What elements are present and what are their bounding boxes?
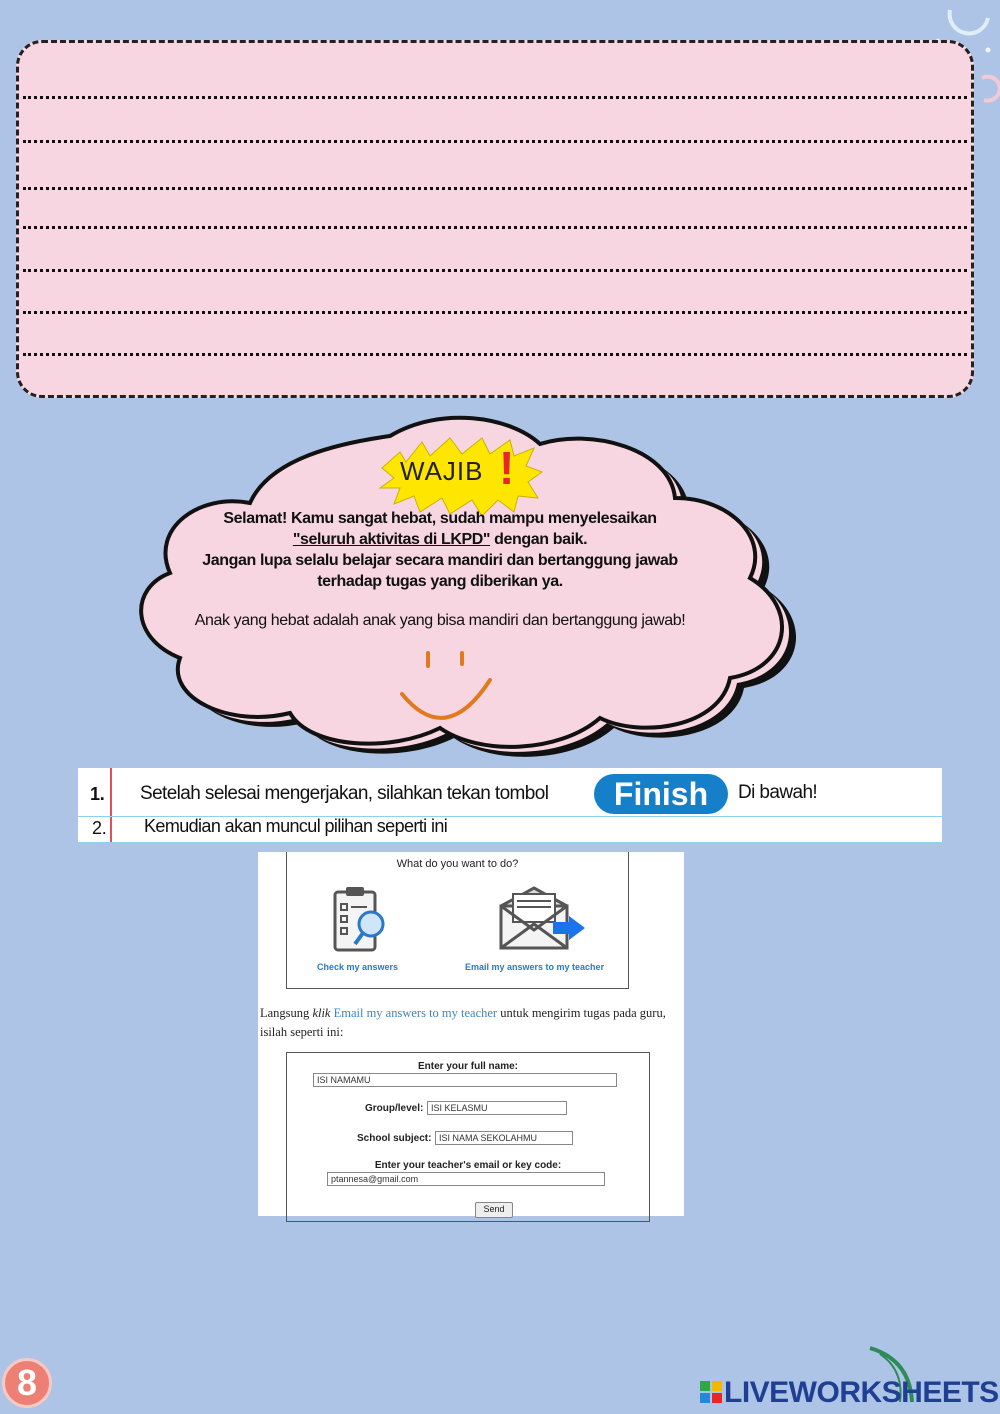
dialog-question: What do you want to do? (396, 858, 519, 870)
subject-label: School subject: (357, 1133, 432, 1144)
subject-input[interactable]: ISI NAMA SEKOLAHMU (435, 1131, 573, 1145)
writing-line (23, 187, 967, 190)
clipboard-check-icon[interactable] (331, 884, 391, 954)
writing-line (23, 140, 967, 143)
send-button[interactable]: Send (475, 1202, 513, 1218)
exclamation-icon: ! (499, 442, 515, 494)
margin-line (110, 768, 112, 843)
cloud-line-2-rest: dengan baik. (490, 531, 588, 548)
step-1-number: 1. (90, 784, 105, 804)
cloud-line-3: Jangan lupa selalu belajar secara mandiri dan bertanggung jawab (202, 552, 678, 569)
row-line (78, 842, 942, 843)
steps-table (78, 768, 942, 843)
step-1-after: Di bawah! (738, 782, 818, 803)
group-label: Group/level: (365, 1103, 424, 1114)
cloud-line-2-underlined: "seluruh aktivitas di LKPD" (292, 531, 491, 548)
wajib-label: WAJIB (400, 456, 484, 486)
writing-line (23, 269, 967, 272)
email-input[interactable]: ptannesa@gmail.com (327, 1172, 605, 1186)
liveworksheets-brand: LIVEWORKSHEETS (724, 1376, 999, 1409)
writing-line (23, 96, 967, 99)
writing-line (23, 226, 967, 229)
step-1-text: Setelah selesai mengerjakan, silahkan tekan tombol (140, 783, 549, 804)
cloud-message (150, 508, 730, 631)
email-label: Enter your teacher's email or key code: (374, 1160, 562, 1171)
liveworksheets-logo-icon (700, 1381, 722, 1403)
email-envelope-icon[interactable] (495, 884, 591, 954)
instruction-post: untuk mengirim tugas pada guru, isilah seperti ini: (260, 1006, 666, 1039)
check-answers-link[interactable]: Check my answers (317, 962, 399, 972)
choice-dialog (286, 852, 629, 989)
email-form (286, 1052, 650, 1222)
name-label: Enter your full name: (417, 1061, 518, 1072)
cloud-line-5: Anak yang hebat adalah anak yang bisa mandiri dan bertanggung jawab! (194, 612, 686, 629)
cloud-line-4: terhadap tugas yang diberikan ya. (317, 573, 563, 590)
step-2-text: Kemudian akan muncul pilihan seperti ini (144, 816, 448, 836)
instruction-link-text: Email my answers to my teacher (330, 1006, 498, 1020)
step-2-number: 2. (92, 818, 107, 838)
instruction-klik: klik (312, 1006, 331, 1020)
cloud-line-1: Selamat! Kamu sangat hebat, sudah mampu menyelesaikan (223, 510, 657, 527)
email-answers-link[interactable]: Email my answers to my teacher (465, 962, 605, 972)
instruction-paragraph (260, 1004, 682, 1042)
example-screenshot (258, 852, 684, 1216)
answer-writing-box[interactable] (16, 40, 974, 398)
finish-button[interactable]: Finish (594, 774, 728, 814)
group-input[interactable]: ISI KELASMU (427, 1101, 567, 1115)
writing-line (23, 311, 967, 314)
page-number: 8 (2, 1358, 52, 1408)
name-input[interactable]: ISI NAMAMU (313, 1073, 617, 1087)
instruction-pre: Langsung (260, 1006, 313, 1020)
writing-line (23, 353, 967, 356)
